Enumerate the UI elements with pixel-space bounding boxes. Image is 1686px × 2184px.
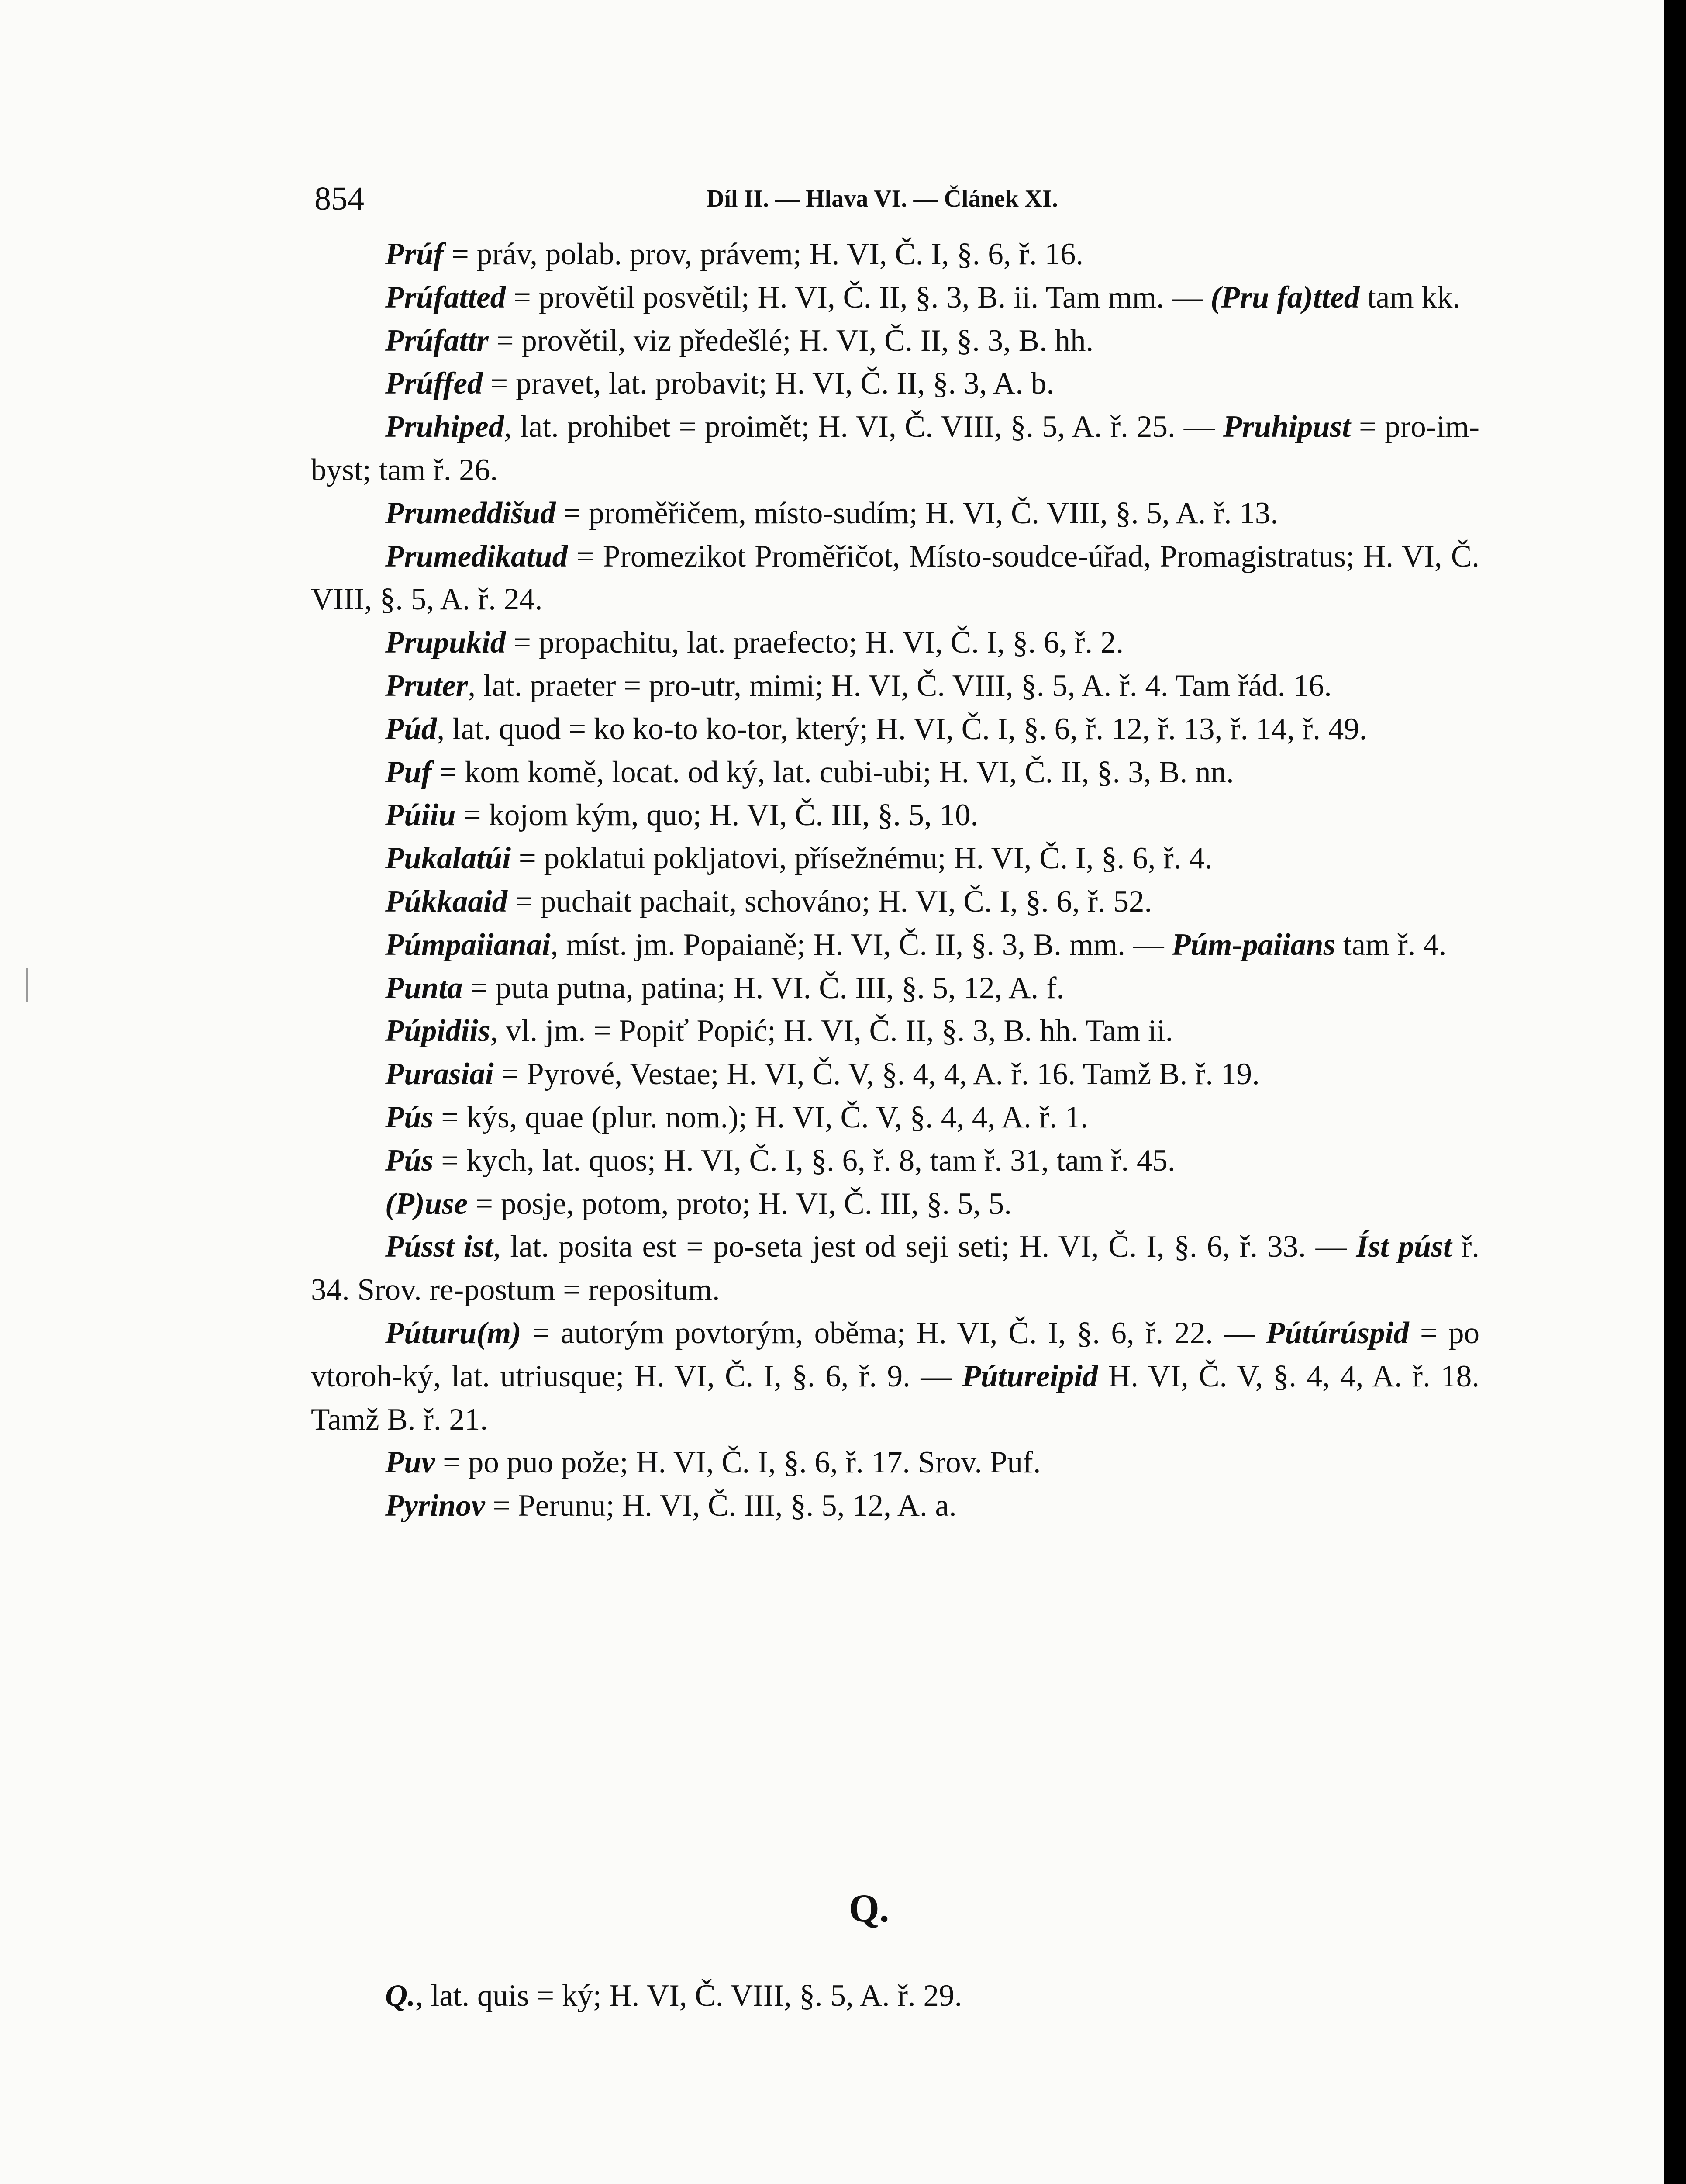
entry-text: = kych, lat. quos; H. VI, Č. I, §. 6, ř. 8, tam ř. 31, tam ř. 45. xyxy=(433,1143,1176,1178)
headword-tertiary: Pútureipid xyxy=(962,1359,1098,1393)
headword: Pússt ist xyxy=(385,1230,493,1264)
entry-text: = puchait pachait, schováno; H. VI, Č. I, §. 6, ř. 52. xyxy=(507,884,1152,919)
entry xyxy=(311,751,1479,794)
entry xyxy=(311,1484,1479,1527)
entry xyxy=(311,1053,1479,1096)
headword: Púpidiis xyxy=(385,1014,490,1048)
headword: Prúffed xyxy=(385,366,483,401)
final-entry-block xyxy=(311,1974,1479,2018)
dictionary-entries xyxy=(311,233,1479,1527)
headword-secondary: Íst púst xyxy=(1356,1230,1452,1264)
entry-text: , lat. praeter = pro-utr, mimi; H. VI, Č. VIII, §. 5, A. ř. 4. Tam řád. 16. xyxy=(468,668,1332,703)
headword: Punta xyxy=(385,971,463,1005)
entry xyxy=(311,1312,1479,1441)
headword-secondary: Pútúrúspid xyxy=(1266,1316,1409,1350)
entry xyxy=(311,233,1479,276)
entry-text: = kom komě, locat. od ký, lat. cubi-ubi; H. VI, Č. II, §. 3, B. nn. xyxy=(431,755,1234,789)
headword-secondary: (Pru fa)tted xyxy=(1210,280,1360,314)
headword: Purasiai xyxy=(385,1057,494,1092)
headword: Prupukid xyxy=(385,625,506,660)
entry-text: = pravet, lat. probavit; H. VI, Č. II, §. 3, A. b. xyxy=(483,366,1055,401)
entry-text: = posje, potom, proto; H. VI, Č. III, §. 5, 5. xyxy=(468,1186,1012,1221)
entry xyxy=(311,1139,1479,1182)
headword: Prúfattr xyxy=(385,323,489,358)
entry-text: = kojom kým, quo; H. VI, Č. III, §. 5, 10. xyxy=(455,798,979,833)
entry-text: , lat. quis = ký; H. VI, Č. VIII, §. 5, A. ř. 29. xyxy=(415,1979,962,2013)
headword: Pruter xyxy=(385,668,468,703)
entry xyxy=(311,319,1479,363)
headword: Pús xyxy=(385,1100,434,1134)
entry xyxy=(311,621,1479,664)
entry-text: = kýs, quae (plur. nom.); H. VI, Č. V, §. 4, 4, A. ř. 1. xyxy=(433,1100,1088,1134)
entry-text-secondary: = pro-im-byst; tam ř. 26. xyxy=(311,410,1479,487)
margin-mark xyxy=(26,968,28,1002)
headword: Prumeddišud xyxy=(385,496,556,530)
headword: (P)use xyxy=(385,1186,468,1221)
entry-text: , lat. prohibet = proimět; H. VI, Č. VIII, §. 5, A. ř. 25. — xyxy=(504,410,1223,444)
headword: Prumedikatud xyxy=(385,539,568,574)
entry-text: = po puo pože; H. VI, Č. I, §. 6, ř. 17. Srov. Puf. xyxy=(435,1445,1041,1480)
entry-text: , lat. quod = ko ko-to ko-tor, který; H. VI, Č. I, §. 6, ř. 12, ř. 13, ř. 14, ř. 49. xyxy=(437,712,1367,746)
headword: Pukalatúi xyxy=(385,841,511,876)
entry xyxy=(311,837,1479,880)
headword: Púkkaaid xyxy=(385,884,508,919)
entry-text-tertiary: H. VI, Č. V, §. 4, 4, A. ř. 18. Tamž B. ř. 21. xyxy=(311,1359,1480,1437)
entry xyxy=(311,1225,1479,1312)
entry xyxy=(311,923,1479,967)
entry-text: = Promezikot Proměřičot, Místo-soudce-úřad, Promagistratus; H. VI, Č. VIII, §. 5, A. ř. 24. xyxy=(311,539,1479,617)
entry-text: , vl. jm. = Popiť Popić; H. VI, Č. II, §. 3, B. hh. Tam ii. xyxy=(490,1014,1173,1048)
entry-text: , míst. jm. Popaianě; H. VI, Č. II, §. 3, B. mm. — xyxy=(550,927,1172,962)
entry-text: = propachitu, lat. praefecto; H. VI, Č. I, §. 6, ř. 2. xyxy=(506,625,1124,660)
entry xyxy=(311,1096,1479,1139)
entry-text: = provětil posvětil; H. VI, Č. II, §. 3, B. ii. Tam mm. — xyxy=(506,280,1211,314)
page-number: 854 xyxy=(314,180,364,217)
entry-text: = provětil, viz předešlé; H. VI, Č. II, §. 3, B. hh. xyxy=(488,323,1094,358)
page-header xyxy=(314,175,1159,223)
entry-text-secondary: tam kk. xyxy=(1359,280,1461,314)
section-letter-heading: Q. xyxy=(848,1887,890,1930)
headword: Pruhiped xyxy=(385,410,504,444)
entry xyxy=(311,794,1479,837)
headword: Prúfatted xyxy=(385,280,506,314)
entry-text: = proměřičem, místo-sudím; H. VI, Č. VIII, §. 5, A. ř. 13. xyxy=(555,496,1279,530)
entry-text: = Perunu; H. VI, Č. III, §. 5, 12, A. a. xyxy=(485,1489,957,1523)
entry xyxy=(311,276,1479,319)
headword: Púiiu xyxy=(385,798,456,833)
entry-text: = poklatui pokljatovi, přísežnému; H. VI, Č. I, §. 6, ř. 4. xyxy=(511,841,1213,876)
entry-text-secondary: ř. 34. Srov. re-postum = repositum. xyxy=(311,1230,1479,1307)
headword: Púturu(m) xyxy=(385,1316,521,1350)
headword-secondary: Púm-paiians xyxy=(1172,927,1336,962)
entry xyxy=(311,362,1479,405)
entry-text-secondary: tam ř. 4. xyxy=(1335,927,1447,962)
entry xyxy=(311,492,1479,535)
entry-text: = puta putna, patina; H. VI. Č. III, §. 5, 12, A. f. xyxy=(462,971,1065,1005)
headword: Pyrinov xyxy=(385,1489,485,1523)
headword: Púmpaiianai xyxy=(385,927,551,962)
entry xyxy=(311,1441,1479,1484)
headword: Púd xyxy=(385,712,437,746)
entry xyxy=(311,880,1479,923)
entry xyxy=(311,405,1479,492)
headword-secondary: Pruhipust xyxy=(1223,410,1351,444)
entry xyxy=(311,967,1479,1010)
entry xyxy=(311,664,1479,708)
headword: Pús xyxy=(385,1143,434,1178)
headword: Puf xyxy=(385,755,432,789)
entry-text: = Pyrové, Vestae; H. VI, Č. V, §. 4, 4, A. ř. 16. Tamž B. ř. 19. xyxy=(493,1057,1260,1092)
running-head: Díl II. — Hlava VI. — Článek XI. xyxy=(707,185,1058,212)
entry-text: = autorým povtorým, oběma; H. VI, Č. I, §. 6, ř. 22. — xyxy=(521,1316,1266,1350)
headword: Puv xyxy=(385,1445,435,1480)
entry xyxy=(311,1009,1479,1053)
entry xyxy=(311,708,1479,751)
entry-text: = práv, polab. prov, právem; H. VI, Č. I, §. 6, ř. 16. xyxy=(444,237,1084,271)
entry xyxy=(311,1974,1479,2018)
entry-text-secondary: = po vtoroh-ký, lat. utriusque; H. VI, Č. I, §. 6, ř. 9. — xyxy=(311,1316,1480,1393)
headword: Prúf xyxy=(385,237,444,271)
entry xyxy=(311,535,1479,622)
entry-text: , lat. posita est = po-seta jest od seji seti; H. VI, Č. I, §. 6, ř. 33. — xyxy=(493,1230,1356,1264)
headword: Q. xyxy=(385,1979,416,2013)
entry xyxy=(311,1182,1479,1226)
